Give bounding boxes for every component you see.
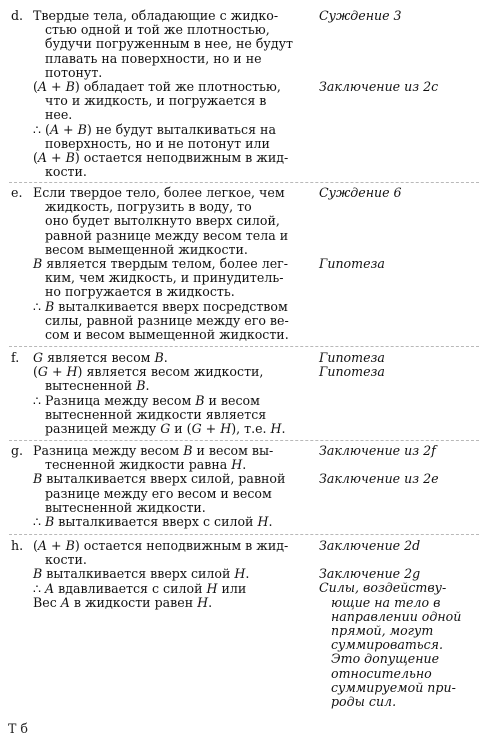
text-line: силы, равной разнице между его ве- xyxy=(45,312,289,328)
text-line: вытесненной жидкости является xyxy=(45,406,267,422)
text-line: (A + B) остается неподвижным в жид- xyxy=(33,538,289,553)
text-line: стью одной и той же плотностью, xyxy=(45,22,270,38)
text-line: вытесненной B. xyxy=(45,378,150,394)
text-line: G является весом B. xyxy=(33,350,168,365)
text-line: жидкость, погрузить в воду, то xyxy=(45,199,252,215)
section-letter: d. xyxy=(11,8,24,23)
text-line: сом и весом вымещенной жидкости. xyxy=(45,326,289,342)
text-line: (A + B) обладает той же плотностью, xyxy=(33,78,281,94)
text-line: B выталкивается вверх силой, равной xyxy=(33,471,286,487)
text-line: разницей между G и (G + H), т.е. H. xyxy=(45,420,286,436)
justification-line: относительно xyxy=(331,665,432,681)
justification-line: суммируемой при- xyxy=(331,679,456,695)
section-g-justification xyxy=(319,444,497,486)
text-line: Разница между весом B и весом вы- xyxy=(33,443,274,458)
justification-line: Заключение 2g xyxy=(319,566,421,582)
text-line: ∴ Разница между весом B и весом xyxy=(33,392,260,408)
justification-line: Заключение из 2f xyxy=(319,443,436,458)
text-line: равной разнице между весом тела и xyxy=(45,227,289,243)
text-line: весом вымещенной жидкости. xyxy=(45,241,248,257)
section-letter: f. xyxy=(11,350,20,365)
justification-line: роды сил. xyxy=(331,693,397,709)
section-e-justification xyxy=(319,186,497,271)
text-line: поверхность, но и не потонут или xyxy=(45,135,270,151)
text-line: оно будет вытолкнуто вверх силой, xyxy=(45,213,280,229)
text-line: тесненной жидкости равна H. xyxy=(45,457,247,473)
justification-line: Заключение 2d xyxy=(319,538,421,553)
text-line: ∴ A вдавливается с силой H или xyxy=(33,580,247,596)
text-line: плавать на поверхности, но и не xyxy=(45,50,262,66)
section-e-argument xyxy=(33,186,315,342)
text-line: но погружается в жидкость. xyxy=(45,284,235,300)
text-line: потонут. xyxy=(45,64,103,80)
text-line: кости. xyxy=(45,552,87,568)
justification-line: суммироваться. xyxy=(331,637,444,653)
text-line: кости. xyxy=(45,164,87,180)
section-g-argument xyxy=(33,444,315,529)
justification-line: Заключение из 2e xyxy=(319,471,439,487)
section-h-justification xyxy=(319,539,497,709)
section-h-argument xyxy=(33,539,315,610)
text-line: разнице между его весом и весом xyxy=(45,485,272,501)
text-line: B выталкивается вверх силой H. xyxy=(33,566,250,582)
text-line: будучи погруженным в нее, не будут xyxy=(45,36,293,52)
text-line: нее. xyxy=(45,107,73,123)
text-line: что и жидкость, и погружается в xyxy=(45,93,267,109)
justification-line: Заключение из 2c xyxy=(319,79,439,95)
text-line: (G + H) является весом жидкости, xyxy=(33,364,264,380)
section-letter: h. xyxy=(11,538,24,553)
section-d-argument xyxy=(33,9,315,179)
justification-line: Гипотеза xyxy=(319,256,385,272)
text-line: B является твердым телом, более лег- xyxy=(33,255,289,271)
divider xyxy=(9,440,479,441)
divider xyxy=(9,534,479,535)
text-line: ∴ B выталкивается вверх с силой H. xyxy=(33,513,273,529)
text-line: Твердые тела, обладающие с жидко- xyxy=(33,8,279,23)
justification-line: Силы, воздейству- xyxy=(319,580,447,596)
justification-line: Гипотеза xyxy=(319,364,385,380)
section-letter: e. xyxy=(11,185,23,200)
divider xyxy=(9,182,479,183)
text-line: ким, чем жидкость, и принудитель- xyxy=(45,270,284,286)
text-line: вытесненной жидкости. xyxy=(45,499,206,515)
section-f-argument xyxy=(33,351,315,436)
section-letter: g. xyxy=(11,443,24,458)
justification-line: направлении одной xyxy=(331,608,462,624)
justification-line: Суждение 3 xyxy=(319,8,402,23)
text-line: ∴ (A + B) не будут выталкиваться на xyxy=(33,121,276,137)
justification-line: прямой, могут xyxy=(331,622,434,638)
partial-footer-text: Т б xyxy=(8,722,28,736)
justification-line: Суждение 6 xyxy=(319,185,402,200)
divider xyxy=(9,346,479,347)
section-f-justification xyxy=(319,351,497,379)
text-line: Если твердое тело, более легкое, чем xyxy=(33,185,285,200)
text-line: ∴ B выталкивается вверх посредством xyxy=(33,298,288,314)
justification-line: ющие на тело в xyxy=(331,594,441,610)
text-line: (A + B) остается неподвижным в жид- xyxy=(33,149,289,165)
text-line: Вес A в жидкости равен H. xyxy=(33,594,213,610)
justification-line: Это допущение xyxy=(331,651,440,667)
section-d-justification xyxy=(319,9,497,94)
justification-line: Гипотеза xyxy=(319,350,385,365)
